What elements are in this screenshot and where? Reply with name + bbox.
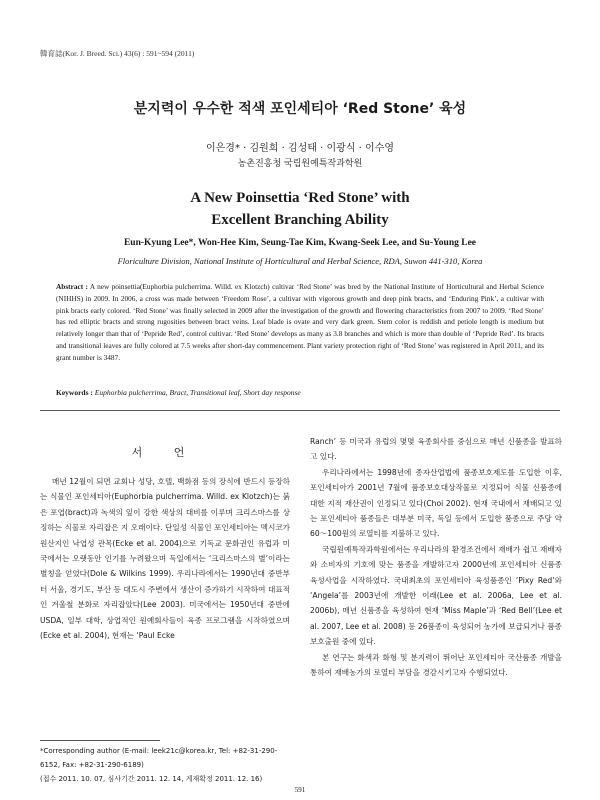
abstract-text: A new poinsettia(Euphorbia pulcherrima. Willd. ex Klotzch) cultivar ‘Red Stone’ was bred by the National Institute of Horticultural and Herbal Science (NIHHS) in 2009. In 2006, a cross was made between ‘Freedom Rose’, a cultivar with vigorous growth and deep pink bracts, and ‘Enduring Pink’, a cultivar with pink bracts early colored. ‘Red Stone’ was finally selected in 2009 after the investigation of the growth and flowering characteristics from 2007 to 2009. ‘Red Stone’ has red elliptic bracts and strong rugosities between bract veins. Leaf blade is ovate and very dark green. Stem color is reddish and petiole length is medium but relatively longer than that of ‘Pepride Red’, control cultivar. ‘Red Stone’ develops as many as 3.8 branches and which is more than double of ‘Pepride Red’. Its bracts and transitional leaves are fully colored at 7.5 weeks after short-day commencement. Plant variety protection right of ‘Red Stone’ was registered in April 2011, and its grant number is 3487.: [56, 282, 544, 362]
corresponding-author-footnote: *Corresponding author (E-mail: leek21c@korea.kr, Tel: +82-31-290-6152, Fax: +82-31-290-6189): [40, 747, 278, 769]
running-head: 韓育誌(Kor. J. Breed. Sci.) 43(6) : 591~594 (2011): [40, 49, 195, 58]
section-divider: [40, 410, 560, 411]
keywords: [56, 388, 544, 397]
received-dates: (접수 2011. 10. 07, 심사기간 2011. 12. 14, 게재확정 2011. 12. 16): [40, 775, 263, 783]
section-heading-introduction: 서 언: [131, 446, 199, 459]
body-paragraph: Ranch’ 등 미국과 유럽의 몇몇 육종회사를 중심으로 매년 신품종을 발표하고 있다.: [310, 437, 562, 462]
body-paragraph: 국립원예특작과학원에서는 우리나라의 환경조건에서 재배가 쉽고 재배자와 소비자의 기호에 맞는 품종을 개발하고자 2000년에 포인세티아 신품종 육성사업을 시작하였다. 국내최초의 포인세티아 육성품종인 ‘Pixy Red’와 ‘Angela’를 2003년에 개발한 이래(Lee et al. 2006a, Lee et al. 2006b), 매년 신품종을 육성하여 현재 ‘Miss Maple’과 ‘Red Bell’(Lee et al. 2007, Lee et al. 2008) 등 26품종이 육성되어 농가에 보급되거나 품종보호출원 중에 있다.: [310, 544, 562, 647]
affiliation-english: Floriculture Division, National Institute of Horticultural and Herbal Science, RDA, Suwon 441-310, Korea: [117, 256, 483, 266]
keywords-label: Keywords :: [56, 388, 93, 397]
title-english-line1: A New Poinsettia ‘Red Stone’ with: [190, 190, 410, 206]
body-paragraph: 본 연구는 화색과 화형 및 분지력이 뛰어난 포인세티아 국산품종 개발을 통하여 재배농가의 로열티 부담을 경감시키고자 수행되었다.: [310, 652, 562, 678]
keywords-text: Euphorbia pulcherrima, Bract, Transitional leaf, Short day response: [94, 388, 301, 397]
body-paragraph: 매년 12월이 되면 교회나 성당, 호텔, 백화점 등의 장식에 반드시 등장하는 식물인 포인세티아(Euphorbia pulcherrima. Willd. ex Klotzch)는 붉은 포엽(bract)과 녹색의 잎이 강한 색상의 대비를 이루며 크리스마스를 상징하는 식물로 자리잡은 지 오래이다. 단일성 식물인 포인세티아는 멕시코가 원산지인 낙엽성 관목(Ecke et al. 2004)으로 기독교 문화권인 유럽과 미국에서는 오랫동안 인기를 누려왔으며 독일에서는 ‘크리스마스의 별’이라는 별칭을 얻었다(Dole & Wilkins 1999). 우리나라에서는 1990년대 중반부터 서울, 경기도, 부산 등 대도시 주변에서 생산이 증가하기 시작하여 대표적인 겨울철 분화로 자리잡았다(Lee 2003). 미국에서는 1950년대 중반에 USDA, 일부 대학, 상업적인 원예회사들이 육종 프로그램을 시작하였으며(Ecke et al. 2004), 현재는 ‘Paul Ecke: [40, 477, 290, 641]
title-english: [0, 187, 600, 231]
body-paragraph: 우리나라에서는 1998년에 종자산업법에 품종보호제도를 도입한 이후, 포인세티아가 2001년 7월에 품종보호대상작물로 지정되어 식물 신품종에 대한 지적 재산권이 인정되고 있다(Choi 2002). 현재 국내에서 재배되고 있는 포인세티아 품종들은 대부분 미국, 독일 등에서 도입한 품종으로 주당 약 60～100원의 로열티를 지불하고 있다.: [310, 467, 562, 539]
authors-english: Eun-Kyung Lee*, Won-Hee Kim, Seung-Tae Kim, Kwang-Seek Lee, and Su-Young Lee: [123, 238, 477, 248]
affiliation-korean: 농촌진흥청 국립원예특작과학원: [237, 159, 363, 169]
title-english-line2: Excellent Branching Ability: [211, 212, 389, 228]
authors-korean: 이은경* · 김원희 · 김성태 · 이광식 · 이수영: [205, 143, 395, 154]
title-korean: 분지력이 우수한 적색 포인세티아 ‘Red Stone’ 육성: [133, 101, 467, 117]
left-column: [40, 434, 290, 643]
footnote-rule: [40, 740, 160, 741]
abstract: [56, 281, 544, 364]
right-column: [310, 434, 562, 681]
abstract-label: Abstract :: [56, 282, 88, 291]
page-number: 591: [294, 786, 306, 794]
